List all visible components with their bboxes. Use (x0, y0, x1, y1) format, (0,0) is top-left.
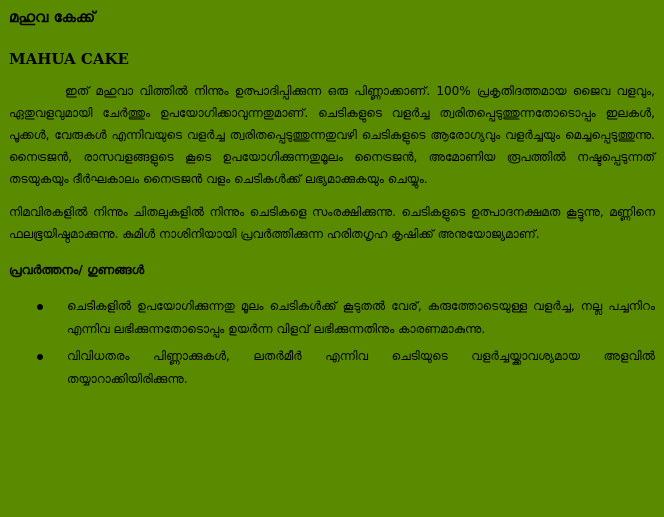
english-title: MAHUA CAKE (9, 50, 129, 68)
bullet-icon (37, 304, 43, 310)
list-item-text: ചെടികളിൽ ഉപയോഗിക്കുന്നതു മൂലം ചെടികൾക്ക് കൂടുതൽ വേര്, കരുത്തോടെയുള്ള വളർച്ച, നല്ല പച്ചനിറം എന്നിവ ലഭിക്കുന്നതോടൊപ്പം ഉയർന്ന വിളവ് ലഭിക്കുന്നതിനും കാരണമാകുന്നു. (67, 299, 655, 336)
benefits-paragraph: നിമവിരകളിൽ നിന്നും ചിതലുകളിൽ നിന്നും ചെടികളെ സംരക്ഷിക്കുന്നു. ചെടികളുടെ ഉത്പാദനക്ഷമത കൂട്ടുന്നു, മണ്ണിനെ ഫലഭൂയിഷ്ഠമാക്കുന്നു. കുമിൾ നാശിനിയായി പ്രവർത്തിക്കുന്ന ഹരിതഗൃഹ കൃഷിക്ക് അനുയോജ്യമാണ്. (9, 205, 655, 241)
list-item (9, 345, 655, 391)
malayalam-title: മഹുവ കേക്ക് (9, 8, 96, 26)
intro-paragraph: ഇത് മഹുവാ വിത്തിൽ നിന്നും ഉത്പാദിപ്പിക്കുന്ന ഒരു പിണ്ണാക്കാണ്. 100% പ്രകൃതിദത്തമായ ജൈവ വളവും, ഏതുവളവുമായി ചേർത്തും ഉപയോഗിക്കാവുന്നതുമാണ്. ചെടികളുടെ വളർച്ച ത്വരിതപ്പെടുത്തുന്നതോടൊപ്പം ഇലകൾ, പൂക്കൾ, വേരുകൾ എന്നിവയുടെ വളർച്ച ത്വരിതപ്പെടുത്തുന്നതുവഴി ചെടികളുടെ ആരോഗ്യവും വളർച്ചയും മെച്ചപ്പെടുത്തുന്നു. നൈട്രജൻ, രാസവളങ്ങളുടെ കൂടെ ഉപയോഗിക്കുന്നതുമൂലം നൈട്രജൻ, അമോണിയ രൂപത്തിൽ നഷ്ടപ്പെടുന്നത് തടയുകയും ദീർഘകാലം നൈട്രജൻ വളം ചെടികൾക്ക് ലഭ്യമാക്കുകയും ചെയ്യും. (9, 84, 655, 186)
list-item (9, 295, 655, 341)
bullet-icon (37, 354, 43, 360)
section-heading: പ്രവർത്തനം/ ഗുണങ്ങൾ (9, 262, 145, 277)
benefit-list (9, 295, 655, 391)
list-item-text: വിവിധതരം പിണ്ണാക്കുകൾ, ലതർമീർ എന്നിവ ചെടിയുടെ വളർച്ചയ്ക്കാവശ്യമായ അളവിൽ തയ്യാറാക്കിയിരിക്കുന്നു. (67, 349, 655, 386)
